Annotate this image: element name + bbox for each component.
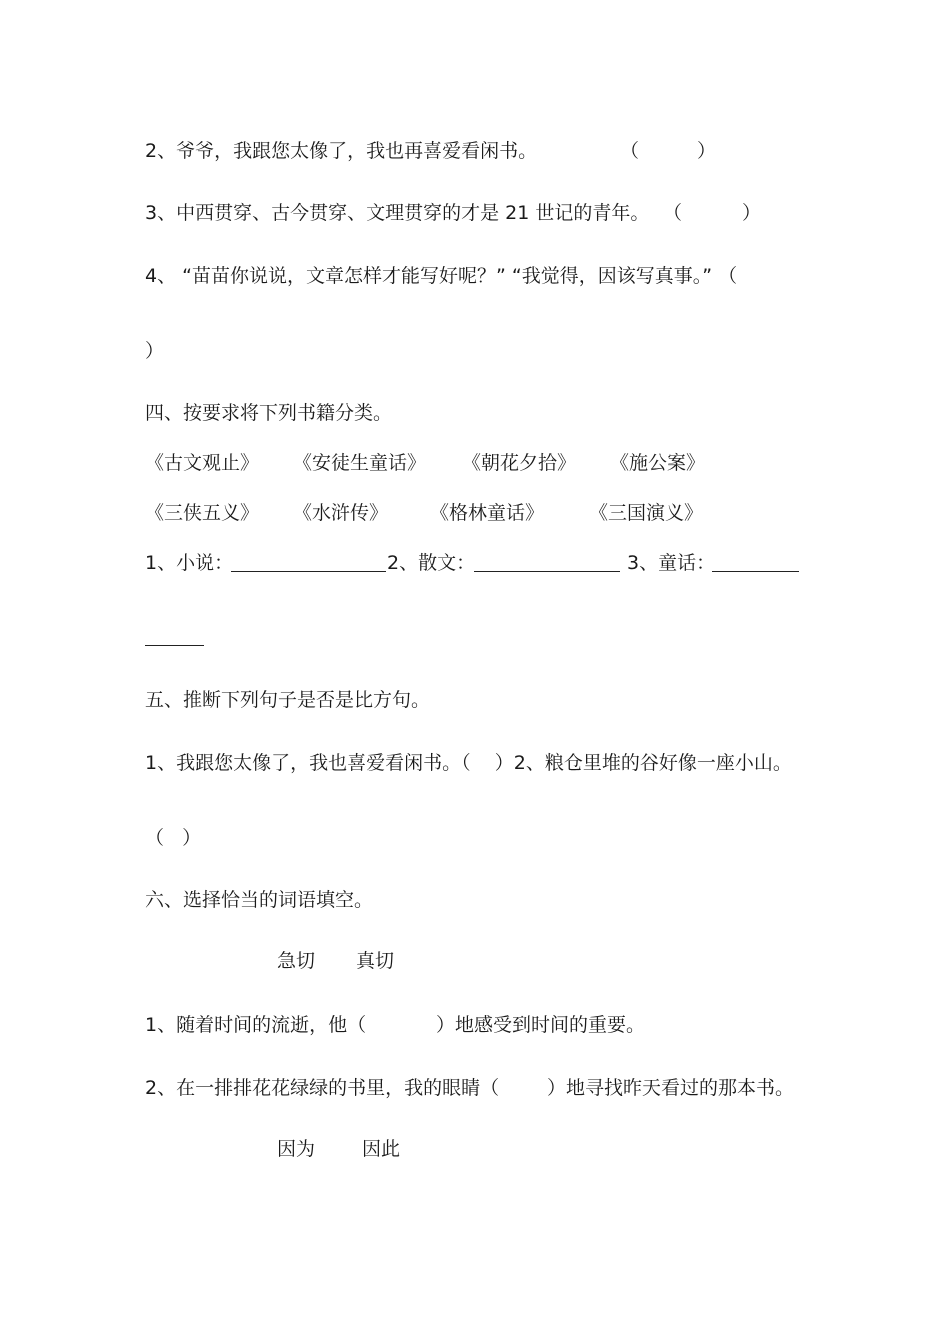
answer-paren-open: （ (620, 140, 640, 162)
fill-sentence-1-start: 1、随着时间的流逝，他（ (145, 1014, 367, 1036)
book-title: 《古文观止》 (145, 452, 260, 474)
book-title: 《水浒传》 (293, 502, 389, 524)
fill-sentence-2-start: 2、在一排排花花绿绿的书里，我的眼睛（ (145, 1077, 500, 1099)
word-choice: 急切 (277, 950, 316, 972)
category-fairy-tale: 3、童话： (627, 552, 716, 574)
question-3: 3、中西贯穿、古今贯穿、文理贯穿的才是 21 世记的青年。 (145, 202, 650, 224)
book-title: 《朝花夕拾》 (462, 452, 577, 474)
section-4-heading: 四、按要求将下列书籍分类。 (145, 402, 393, 424)
section-5-line-1: 1、我跟您太像了，我也喜爱看闲书。（ ）2、粮仓里堆的谷好像一座小山。 (145, 752, 792, 774)
answer-paren-open: （ (663, 202, 683, 224)
word-choice: 真切 (356, 950, 395, 972)
answer-paren-close: ） (742, 202, 762, 224)
book-title: 《安徒生童话》 (293, 452, 427, 474)
book-title: 《施公案》 (610, 452, 706, 474)
section-5-line-2: （ ） (145, 827, 202, 849)
book-title: 《三侠五义》 (145, 502, 260, 524)
fill-blank-novel[interactable] (231, 553, 386, 572)
question-4: 4、 “苗苗你说说，文章怎样才能写好呢？” “我觉得，因该写真事。” （ (145, 265, 738, 287)
answer-paren-close: ） (697, 140, 717, 162)
fill-sentence-1-end: ）地感受到时间的重要。 (436, 1014, 646, 1036)
section-6-heading: 六、选择恰当的词语填空。 (145, 889, 374, 911)
fill-blank-fairy-tale-continued[interactable] (145, 627, 204, 646)
book-title: 《格林童话》 (430, 502, 545, 524)
question-4-continuation: ） (145, 340, 165, 362)
category-prose: 2、散文： (387, 552, 476, 574)
fill-sentence-2-end: ）地寻找昨天看过的那本书。 (547, 1077, 795, 1099)
question-2: 2、爷爷，我跟您太像了，我也再喜爱看闲书。 (145, 140, 538, 162)
fill-blank-fairy-tale[interactable] (712, 553, 799, 572)
fill-blank-prose[interactable] (474, 553, 620, 572)
word-choice: 因此 (362, 1138, 401, 1160)
word-choice: 因为 (277, 1138, 316, 1160)
category-novel: 1、小说： (145, 552, 234, 574)
section-5-heading: 五、推断下列句子是否是比方句。 (145, 689, 431, 711)
book-title: 《三国演义》 (589, 502, 704, 524)
